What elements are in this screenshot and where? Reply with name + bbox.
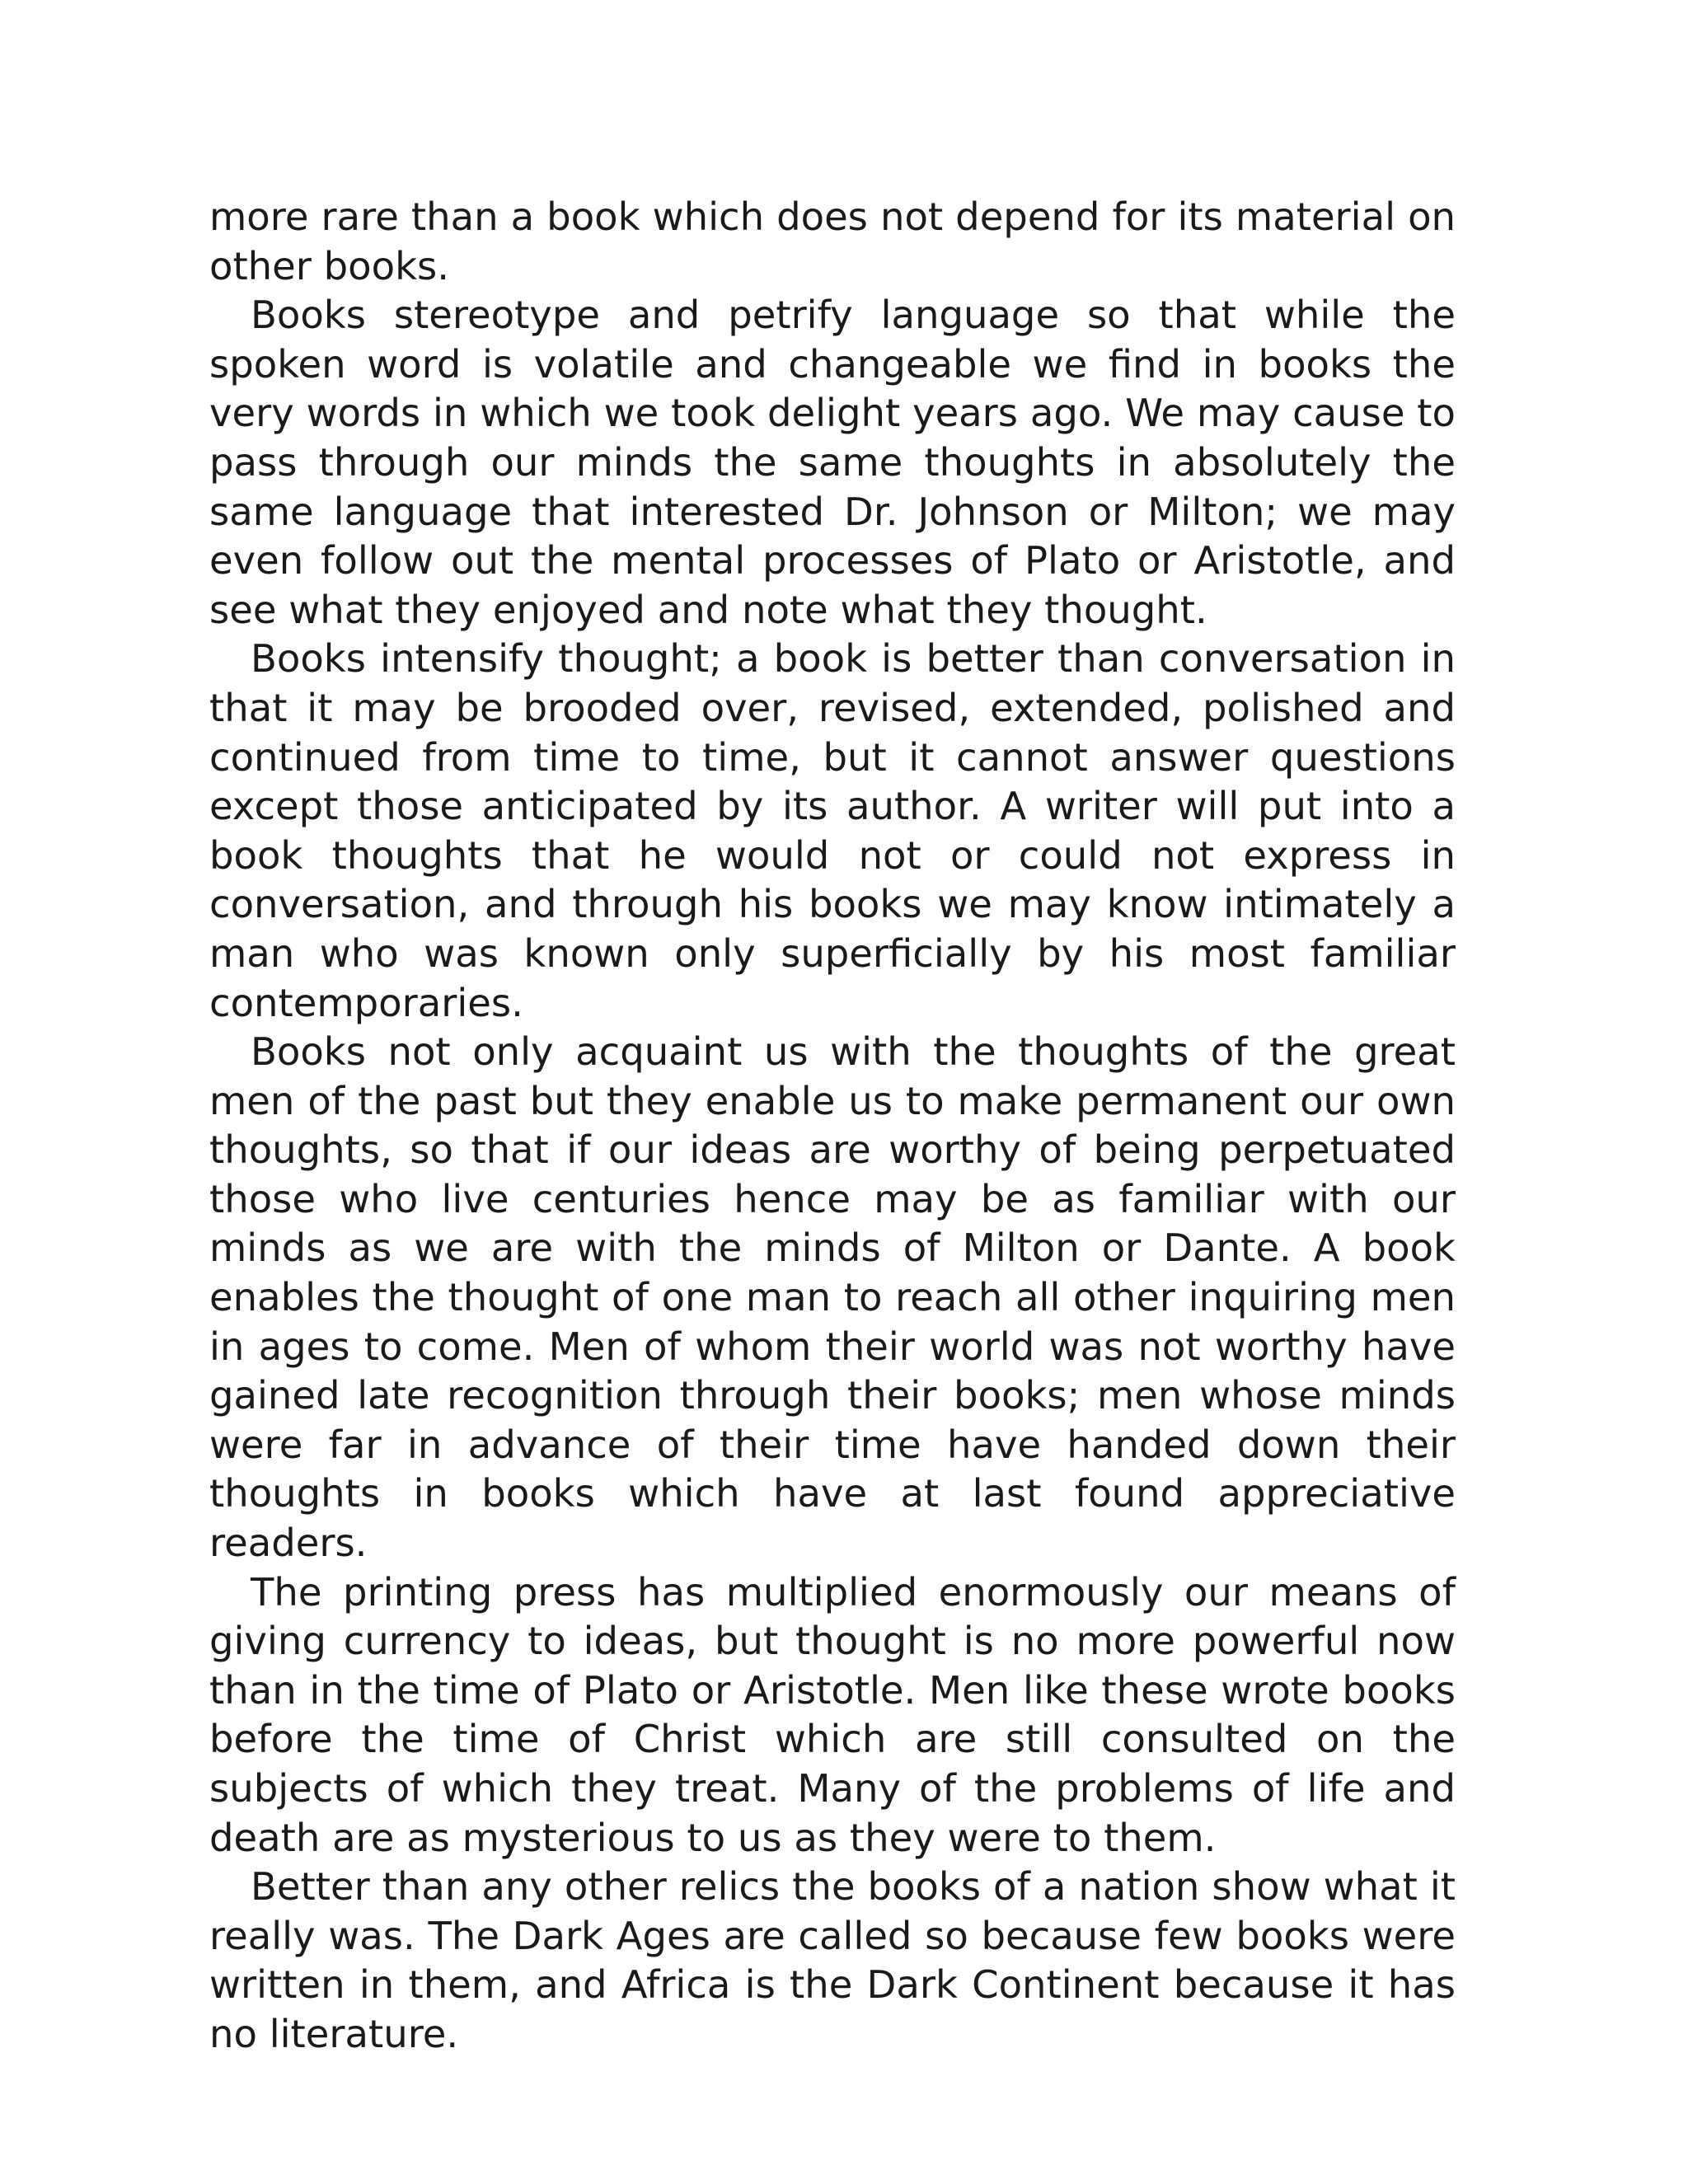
paragraph-continued: more rare than a book which does not depend for its material on other books. xyxy=(209,194,1456,288)
paragraph-language: Books stereotype and petrify language so that while the spoken word is volatile and changeable we find in books the very words in which we took delight years ago. We may cause to pass through our minds the same thoughts in absolutely the same language that interested Dr. Johnson or Milton; we may even follow out the mental processes of Plato or Aristotle, and see what they enjoyed and note what they thought. xyxy=(209,293,1456,632)
document-page xyxy=(209,193,1456,2060)
paragraph-printing-press: The printing press has multiplied enormously our means of giving currency to ideas, but thought is no more powerful now than in the time of Plato or Aristotle. Men like these wrote books before the time of Christ which are still consulted on the subjects of which they treat. Many of the problems of life and death are as mysterious to us as they were to them. xyxy=(209,1569,1456,1860)
paragraph-relics: Better than any other relics the books of a nation show what it really was. The Dark Ages are called so because few books were written in them, and Africa is the Dark Continent because it has no literature. xyxy=(209,1864,1456,2056)
paragraph-thought: Books intensify thought; a book is better than conversation in that it may be brooded over, revised, extended, polished and continued from time to time, but it cannot answer questions except those anticipated by its author. A writer will put into a book thoughts that he would not or could not express in conversation, and through his books we may know intimately a man who was known only superficially by his most familiar contemporaries. xyxy=(209,636,1456,1025)
paragraph-permanence: Books not only acquaint us with the thoughts of the great men of the past but they enable us to make permanent our own thoughts, so that if our ideas are worthy of being perpetuated those who live centuries hence may be as familiar with our minds as we are with the minds of Milton or Dante. A book enables the thought of one man to reach all other inquiring men in ages to come. Men of whom their world was not worthy have gained late recognition through their books; men whose minds were far in advance of their time have handed down their thoughts in books which have at last found appreciative readers. xyxy=(209,1029,1456,1566)
